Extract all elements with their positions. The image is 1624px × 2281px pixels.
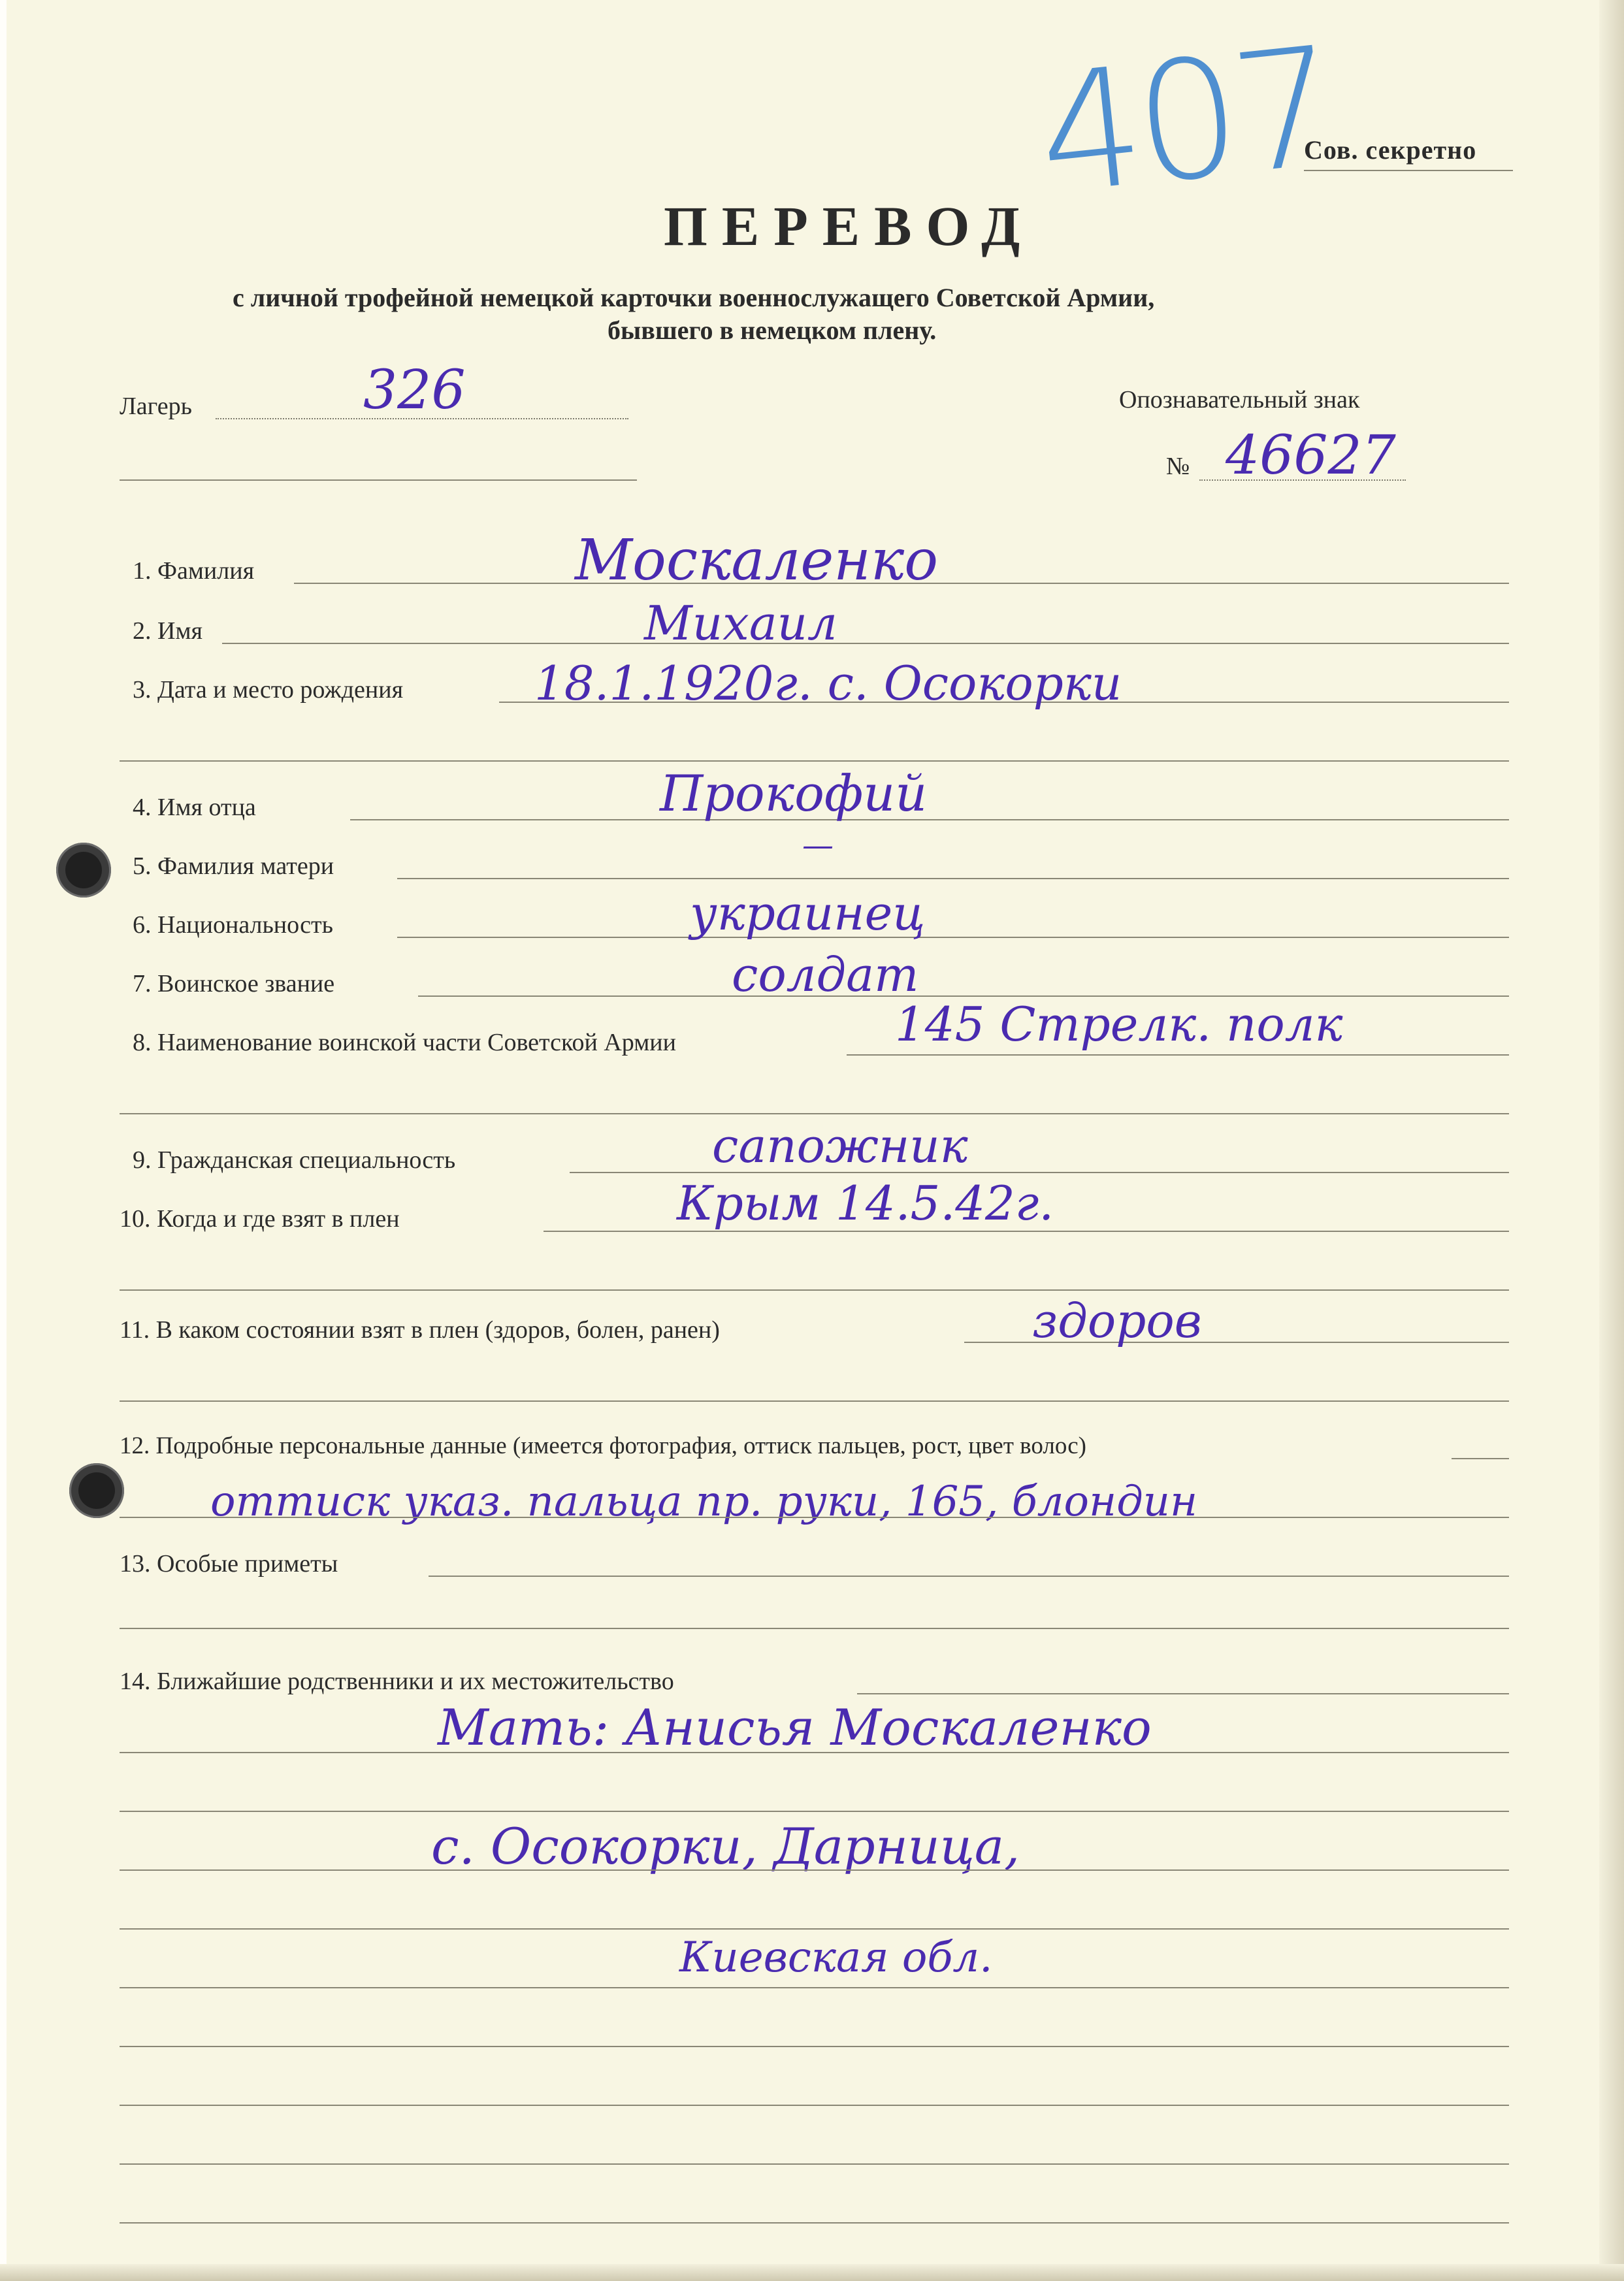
field-14-line-2: [120, 1752, 1509, 1753]
field-8-label: 8. Наименование воинской части Советской Армии: [133, 1029, 676, 1056]
field-4-label: 4. Имя отца: [133, 794, 256, 821]
field-9-line: [570, 1172, 1509, 1173]
field-3-second-line: [120, 760, 1509, 762]
field-7-label: 7. Воинское звание: [133, 970, 335, 997]
field-2-value: Михаил: [644, 596, 837, 651]
field-10-second-line: [120, 1289, 1509, 1291]
field-5-value: —: [802, 827, 834, 864]
field-14-value-line-3: Киевская обл.: [679, 1933, 993, 1982]
field-12-second-line: [120, 1517, 1509, 1518]
page-right-edge: [1599, 0, 1624, 2281]
field-12-value: оттиск указ. пальца пр. руки, 165, блондин: [210, 1478, 1198, 1526]
punch-hole-upper: [56, 843, 111, 898]
field-11-label: 11. В каком состоянии взят в плен (здоров, болен, ранен): [120, 1316, 720, 1344]
field-9-value: сапожник: [712, 1118, 968, 1173]
field-13-second-line: [120, 1628, 1509, 1629]
subtitle-line-2: бывшего в немецком плену.: [608, 315, 937, 345]
field-11-value: здоров: [1032, 1293, 1202, 1348]
field-11-second-line: [120, 1400, 1509, 1402]
punch-hole-lower: [69, 1463, 124, 1518]
field-3-label: 3. Дата и место рождения: [133, 676, 404, 704]
field-6-value: украинец: [690, 886, 926, 941]
classification-label: Сов. секретно: [1304, 135, 1477, 165]
field-10-value: Крым 14.5.42г.: [677, 1176, 1054, 1231]
page-left-edge: [0, 0, 7, 2281]
subtitle-line-1: с личной трофейной немецкой карточки военнослужащего Советской Армии,: [233, 283, 1155, 312]
field-8-second-line: [120, 1113, 1509, 1114]
field-14-line-4: [120, 1869, 1509, 1871]
page-bottom-edge: [0, 2264, 1624, 2281]
field-9-label: 9. Гражданская специальность: [133, 1146, 456, 1174]
field-1-label: 1. Фамилия: [133, 557, 255, 585]
field-3-value: 18.1.1920г. с. Осокорки: [534, 656, 1122, 711]
id-tag-value: 46627: [1226, 425, 1396, 487]
field-5-line: [397, 878, 1509, 879]
field-6-line: [397, 937, 1509, 938]
field-14-line-8: [120, 2105, 1509, 2106]
field-10-line: [544, 1231, 1509, 1232]
field-6-label: 6. Национальность: [133, 911, 333, 939]
page-title: ПЕРЕВОД: [664, 195, 1035, 257]
field-12-label: 12. Подробные персональные данные (имеется фотография, оттиск пальцев, рост, цвет волос): [120, 1432, 1086, 1459]
field-13-label: 13. Особые приметы: [120, 1550, 338, 1577]
field-2-line: [222, 643, 1509, 644]
field-14-line-3: [120, 1811, 1509, 1812]
field-5-label: 5. Фамилия матери: [133, 852, 334, 880]
classification-underline: [1304, 170, 1513, 171]
archive-number: 407: [1030, 11, 1340, 231]
field-14-line-6: [120, 1987, 1509, 1988]
field-14-line-10: [120, 2222, 1509, 2224]
camp-value: 326: [363, 359, 466, 421]
camp-label: Лагерь: [120, 393, 192, 420]
field-14-line-7: [120, 2046, 1509, 2047]
field-14-line-5: [120, 1928, 1509, 1930]
field-1-value: Москаленко: [575, 528, 939, 593]
id-tag-number-sign: №: [1166, 453, 1190, 480]
field-10-label: 10. Когда и где взят в плен: [120, 1205, 400, 1233]
field-14-value-line-1: Мать: Анисья Москаленко: [438, 1698, 1152, 1756]
field-8-line: [847, 1054, 1509, 1056]
field-8-value: 145 Стрелк. полк: [895, 997, 1343, 1052]
field-7-value: солдат: [732, 947, 919, 1002]
id-tag-label: Опознавательный знак: [1119, 386, 1360, 413]
field-14-line-9: [120, 2163, 1509, 2165]
field-14-value-line-2: с. Осокорки, Дарница,: [431, 1817, 1020, 1875]
field-14-label: 14. Ближайшие родственники и их местожительство: [120, 1668, 674, 1695]
field-4-value: Прокофий: [660, 764, 928, 822]
field-12-line: [1452, 1458, 1509, 1459]
camp-second-line: [120, 479, 637, 481]
field-13-line: [429, 1576, 1509, 1577]
field-4-line: [350, 819, 1509, 820]
field-2-label: 2. Имя: [133, 617, 203, 645]
field-14-line: [857, 1693, 1509, 1694]
